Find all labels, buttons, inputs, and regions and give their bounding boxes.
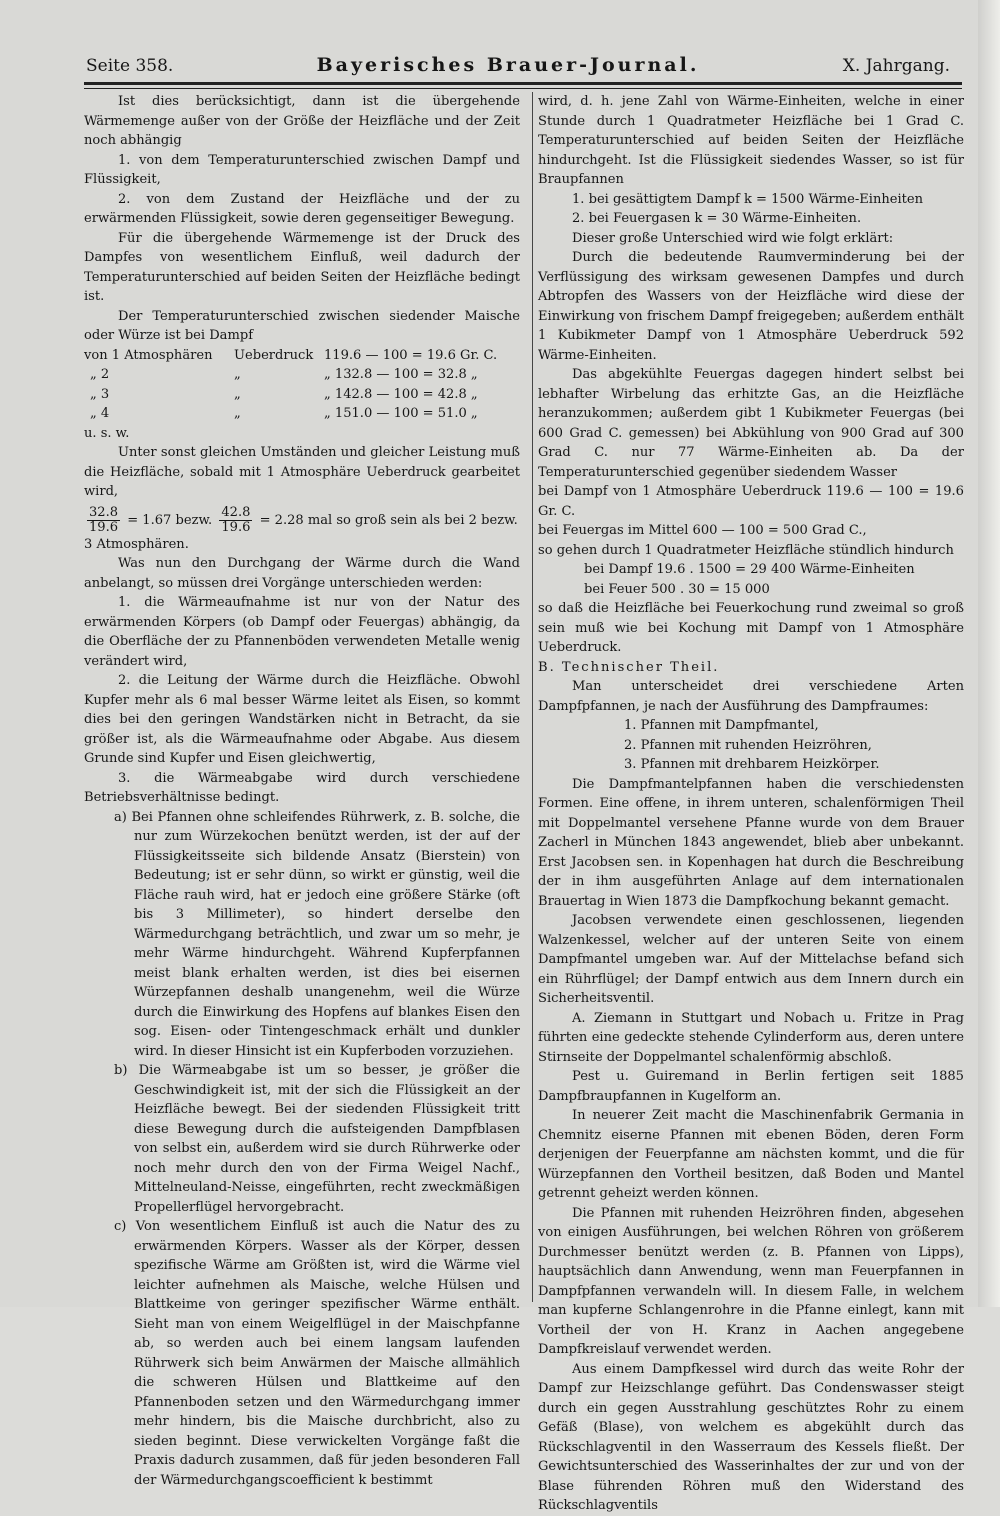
page-header — [86, 54, 950, 82]
paragraph: A. Ziemann in Stuttgart und Nobach u. Fritze in Prag führten eine gedeckte stehende Cylinderform aus, deren untere Stirnseite der Doppelmantel schalenförmig abschloß. — [538, 1010, 964, 1065]
paragraph: 3 Atmosphären. — [84, 536, 189, 552]
paragraph: Durch die bedeutende Raumverminderung bei der Verflüssigung des wirksam gewesenen Dampfes und durch Abtropfen des Wassers von der Heizfläche wird diese der Einwirkung von frischem Dampf freigegeben; außerdem enthält 1 Kubikmeter Dampf von 1 Atmosphäre Ueberdruck 592 Wärme-Einheiten. — [538, 250, 964, 363]
pressure-row: „ 4 „ „ 151.0 — 100 = 51.0 „ — [90, 406, 478, 421]
paragraph: bei Dampf 19.6 . 1500 = 29 400 Wärme-Einheiten — [584, 562, 915, 577]
paragraph: Man unterscheidet drei verschiedene Arten Dampfpfannen, je nach der Ausführung des Dampfraumes: — [538, 679, 964, 714]
paragraph: Der Temperaturunterschied zwischen siedender Maische oder Würze ist bei Dampf — [84, 308, 520, 343]
paragraph: bei Feuer 500 . 30 = 15 000 — [584, 581, 770, 597]
pressure-row: „ 3 „ „ 142.8 — 100 = 42.8 „ — [90, 386, 478, 402]
paragraph: so gehen durch 1 Quadratmeter Heizfläche stündlich hindurch — [538, 542, 954, 558]
paragraph: 1. von dem Temperaturunterschied zwischen Dampf und Flüssigkeit, — [84, 152, 520, 187]
column-divider — [532, 92, 533, 1302]
paragraph: Ist dies berücksichtigt, dann ist die übergehende Wärmemenge außer von der Größe der Heizfläche und der Zeit noch abhängig — [84, 94, 520, 148]
list-item: 3. Pfannen mit drehbarem Heizkörper. — [624, 757, 880, 772]
volume-label: X. Jahrgang. — [842, 56, 950, 76]
fraction: $\frac{42.8}{19.6}$ — [221, 504, 251, 535]
paragraph: 2. von dem Zustand der Heizfläche und der zu erwärmenden Flüssigkeit, sowie deren gegenseitiger Bewegung. — [84, 191, 520, 226]
paragraph: Die Pfannen mit ruhenden Heizröhren finden, abgesehen von einigen Ausführungen, bei welchen Röhren von größerem Durchmesser benützt werden (z. B. Pfannen von Lipps), hauptsächlich dann Anwendung, wenn man Feuerpfannen in Dampfpfannen verwandeln will. In diesem Falle, in welchem man kupferne Schlangenrohre in die Pfanne einlegt, kann mit Vortheil der von H. Kranz in Aachen angegebene Dampfkreislauf verwendet werden. — [538, 1205, 964, 1357]
left-column — [84, 92, 520, 1490]
paragraph: c) Von wesentlichem Einfluß ist auch die Natur des zu erwärmenden Körpers. Wasser als der Körper, dessen spezifische Wärme am Größten ist, wird die Wärme viel leichter aufnehmen als Maische, welche Hülsen und Blattkeime von geringer spezifischer Wärme enthält. Sieht man von einem Weigelflügel in der Maischpfanne ab, so werden auch bei einem langsam laufenden Rührwerk sich beim Anwärmen der Maische allmählich die schweren Hülsen und Blattkeime auf den Pfannenboden setzen und den Wärmedurchgang immer mehr hindern, bis die Maische durchbricht, also zu sieden beginnt. Diese verwickelten Vorgänge faßt die Praxis dadurch zusammen, daß für jeden besonderen Fall der Wärmedurchgangscoefficient k bestimmt — [114, 1219, 520, 1488]
right-column — [538, 92, 964, 1516]
paragraph: Aus einem Dampfkessel wird durch das weite Rohr der Dampf zur Heizschlange geführt. Das Condenswasser steigt durch ein gegen Ausstrahlung geschütztes Rohr zu einem Gefäß (Blase), von welchem es abgekühlt durch das Rückschlagventil in den Wasserraum des Kessels fließt. Der Gewichtsunterschied des Wasserinhaltes der zur und von der Blase führenden Röhren muß den Widerstand des Rückschlagventils — [538, 1361, 964, 1513]
paragraph: Was nun den Durchgang der Wärme durch die Wand anbelangt, so müssen drei Vorgänge unterschieden werden: — [84, 556, 520, 591]
paragraph: so daß die Heizfläche bei Feuerkochung rund zweimal so groß sein muß wie bei Kochung mit Dampf von 1 Atmosphäre Ueberdruck. — [538, 601, 964, 655]
page-number: Seite 358. — [86, 56, 174, 76]
paragraph: wird, d. h. jene Zahl von Wärme-Einheiten, welche in einer Stunde durch 1 Quadratmeter Heizfläche bei 1 Grad C. Temperaturunterschied auf beiden Seiten der Heizfläche hindurchgeht. Ist die Flüssigkeit siedendes Wasser, so ist für Braupfannen — [538, 94, 964, 187]
section-heading: B. Technischer Theil. — [538, 659, 720, 675]
pressure-row: „ 2 „ „ 132.8 — 100 = 32.8 „ — [90, 367, 478, 382]
fraction: $\frac{32.8}{19.6}$ — [89, 504, 119, 535]
journal-title: Bayerisches Brauer-Journal. — [316, 54, 700, 76]
paragraph: bei Dampf von 1 Atmosphäre Ueberdruck 119.6 — 100 = 19.6 Gr. C. — [538, 484, 964, 519]
paragraph: Die Dampfmantelpfannen haben die verschiedensten Formen. Eine offene, in ihrem unteren, schalenförmigen Theil mit Doppelmantel versehene Pfanne wurde von dem Brauer Zacherl in München 1843 angewendet, blieb aber unbekannt. Erst Jacobsen sen. in Kopenhagen hat durch die Beschreibung der in ihm ausgeführten Anlage auf dem internationalen Brauertag in Wien 1873 die Dampfkochung bekannt gemacht. — [538, 776, 964, 909]
paragraph: bei Feuergas im Mittel 600 — 100 = 500 Grad C., — [538, 523, 867, 538]
paragraph: 2. bei Feuergasen k = 30 Wärme-Einheiten. — [572, 211, 862, 226]
header-rule-thin — [84, 88, 962, 89]
paragraph: 1. bei gesättigtem Dampf k = 1500 Wärme-Einheiten — [572, 191, 924, 207]
fraction-line: $\frac{32.8}{19.6}$ = 1.67 bezw. $\frac{42.8}{19.6}$ = 2.28 mal so groß sein als bei 2 bezw. — [89, 504, 518, 535]
paragraph: 3. die Wärmeabgabe wird durch verschiedene Betriebsverhältnisse bedingt. — [84, 770, 520, 805]
paragraph: u. s. w. — [84, 425, 130, 441]
paragraph: Für die übergehende Wärmemenge ist der Druck des Dampfes von wesentlichem Einfluß, weil dadurch der Temperaturunterschied auf beiden Seiten der Heizfläche bedingt ist. — [84, 230, 520, 304]
paragraph: Unter sonst gleichen Umständen und gleicher Leistung muß die Heizfläche, sobald mit 1 Atmosphäre Ueberdruck gearbeitet wird, — [84, 445, 520, 499]
list-item: 2. Pfannen mit ruhenden Heizröhren, — [624, 737, 872, 753]
pressure-row: von 1 Atmosphären Ueberdruck 119.6 — 100 = 19.6 Gr. C. — [84, 347, 498, 363]
list-item: 1. Pfannen mit Dampfmantel, — [624, 718, 819, 733]
paragraph: Jacobsen verwendete einen geschlossenen, liegenden Walzenkessel, welcher auf der unteren Seite von einem Dampfmantel umgeben war. Auf der Mittelachse befand sich ein Rührflügel; der Dampf entwich aus dem Innern durch ein Sicherheitsventil. — [538, 913, 964, 1006]
paragraph: b) Die Wärmeabgabe ist um so besser, je größer die Geschwindigkeit ist, mit der sich die Flüssigkeit an der Heizfläche bewegt. Bei der siedenden Flüssigkeit tritt diese Bewegung durch die aufsteigenden Dampfblasen von selbst ein, außerdem wird sie durch Rührwerke oder noch mehr durch den von der Firma Weigel Nachf., Mittelneuland-Neisse, eingeführten, recht zweckmäßigen Propellerflügel hervorgebracht. — [114, 1063, 520, 1215]
paragraph: Das abgekühlte Feuergas dagegen hindert selbst bei lebhafter Wirbelung das erhitzte Gas, an die Heizfläche heranzukommen; außerdem gibt 1 Kubikmeter Feuergas (bei 600 Grad C. gemessen) bei Abkühlung von 900 Grad auf 300 Grad C. nur 77 Wärme-Einheiten ab. Da der Temperaturunterschied gegenüber siedendem Wasser — [538, 367, 964, 480]
paragraph: Dieser große Unterschied wird wie folgt erklärt: — [572, 230, 894, 246]
page-edge-shadow — [978, 0, 1000, 1307]
paragraph: Pest u. Guiremand in Berlin fertigen seit 1885 Dampfbraupfannen in Kugelform an. — [538, 1069, 964, 1104]
paragraph: In neuerer Zeit macht die Maschinenfabrik Germania in Chemnitz eiserne Pfannen mit ebenen Böden, deren Form derjenigen der Feuerpfanne am nächsten kommt, und die für Würzepfannen den Vortheil besitzen, daß Boden und Mantel getrennt geheizt werden können. — [538, 1108, 964, 1201]
paragraph: 2. die Leitung der Wärme durch die Heizfläche. Obwohl Kupfer mehr als 6 mal besser Wärme leitet als Eisen, so kommt dies bei den geringen Wandstärken nicht in Betracht, da sie größer ist, als die Wärmeaufnahme oder Abgabe. Aus diesem Grunde sind Kupfer und Eisen gleichwertig, — [84, 673, 520, 766]
paragraph: 1. die Wärmeaufnahme ist nur von der Natur des erwärmenden Körpers (ob Dampf oder Feuergas) abhängig, da die Oberfläche der zu Pfannenböden verwendeten Metalle wenig verändert wird, — [84, 595, 520, 669]
paragraph: a) Bei Pfannen ohne schleifendes Rührwerk, z. B. solche, die nur zum Würzekochen benützt werden, ist der auf der Flüssigkeitsseite sich bildende Ansatz (Bierstein) von Bedeutung; ist er sehr dünn, so wirkt er günstig, weil die Fläche rauh wird, hat er jedoch eine größere Stärke (oft bis 3 Millimeter), so hindert derselbe den Wärmedurchgang beträchtlich, und zwar um so mehr, je mehr Wärme hindurchgeht. Während Kupferpfannen meist blank erhalten werden, ist dies bei eisernen Würzepfannen deshalb unangenehm, weil die Würze durch die Einwirkung des Hopfens auf blankes Eisen den sog. Eisen- oder Tintengeschmack erhält und dunkler wird. In dieser Hinsicht ist ein Kupferboden vorzuziehen. — [114, 809, 520, 1059]
header-rule — [84, 82, 962, 85]
